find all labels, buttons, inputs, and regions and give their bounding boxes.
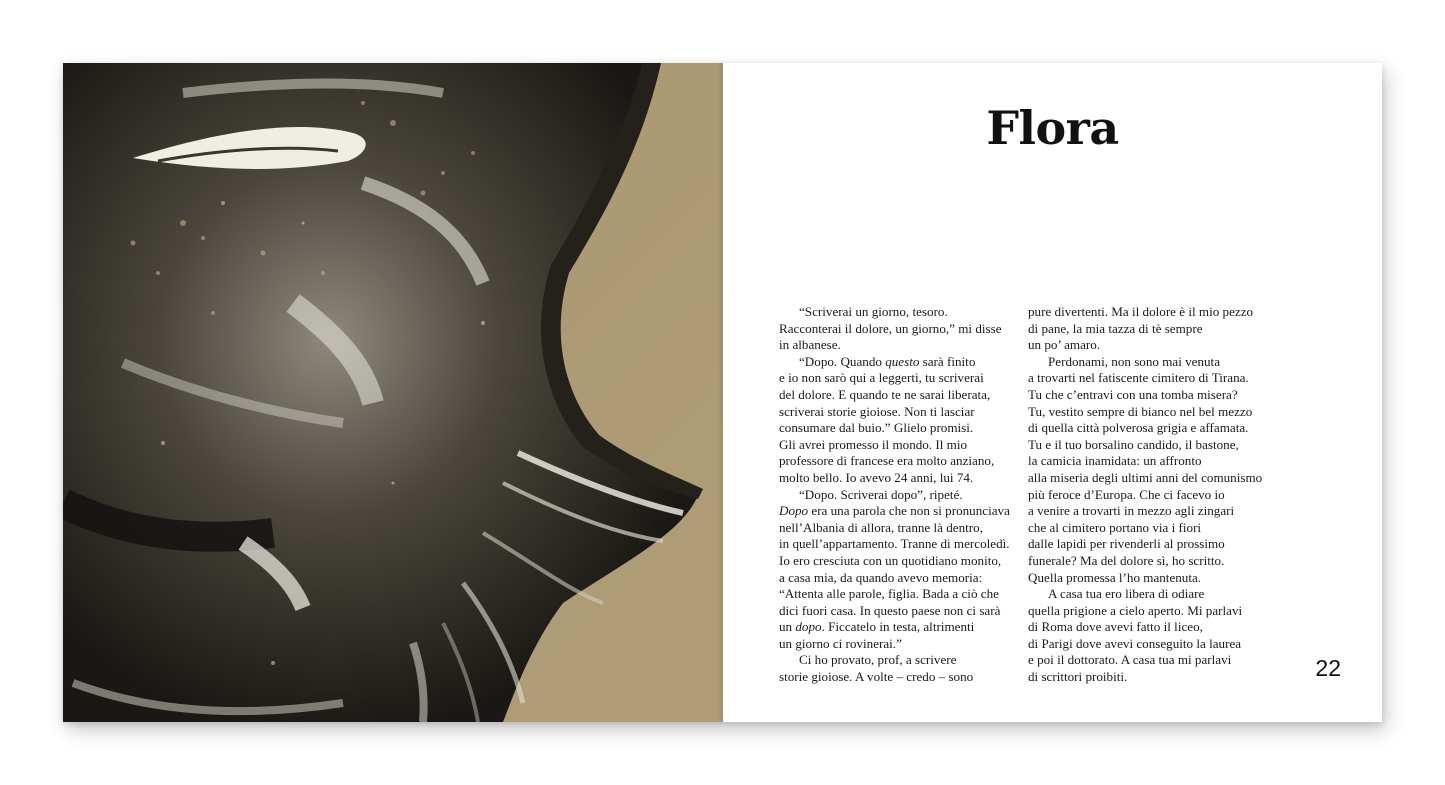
text-run: “Dopo. Quando: [799, 353, 886, 369]
text-line: [1028, 586, 1262, 603]
text-run: a venire a trovarti in mezzo agli zingari: [1028, 503, 1235, 519]
text-line: [1028, 636, 1262, 653]
text-run: un giorno ci rovinerai.”: [779, 635, 902, 651]
text-line: [1028, 470, 1262, 487]
text-run: molto bello. Io avevo 24 anni, lui 74.: [779, 469, 974, 485]
text-line: [1028, 669, 1262, 686]
text-run: di scrittori proibiti.: [1028, 669, 1128, 685]
text-line: [1028, 321, 1262, 338]
text-line: [1028, 337, 1262, 354]
text-line: [1028, 520, 1262, 537]
text-line: [1028, 536, 1262, 553]
text-run: Ci ho provato, prof, a scrivere: [799, 652, 957, 668]
text-line: [1028, 354, 1262, 371]
text-line: [779, 370, 1010, 387]
text-line: [1028, 387, 1262, 404]
text-run: consumare dal buio.” Glielo promisi.: [779, 420, 974, 436]
text-line: [1028, 437, 1262, 454]
text-line: [1028, 487, 1262, 504]
text-page: [723, 63, 1382, 722]
text-line: [779, 304, 1010, 321]
text-run: e io non sarò qui a leggerti, tu scriverai: [779, 370, 984, 386]
book-spread: [63, 63, 1382, 722]
text-run: sarà finito: [919, 353, 976, 369]
text-run: dalle lapidi per rivenderli al prossimo: [1028, 536, 1225, 552]
text-line: [1028, 553, 1262, 570]
text-line: [1028, 304, 1262, 321]
text-run: un po’ amaro.: [1028, 337, 1101, 353]
text-run: Gli avrei promesso il mondo. Il mio: [779, 436, 968, 452]
text-run: Tu, vestito sempre di bianco nel bel mezzo: [1028, 403, 1253, 419]
text-line: [779, 619, 1010, 636]
text-line: [779, 387, 1010, 404]
text-line: [1028, 603, 1262, 620]
text-line: [779, 404, 1010, 421]
text-line: [779, 437, 1010, 454]
text-line: [779, 321, 1010, 338]
text-run: più feroce d’Europa. Che ci facevo io: [1028, 486, 1225, 502]
text-run: Io ero cresciuta con un quotidiano monito,: [779, 552, 1002, 568]
text-run: Tu e il tuo borsalino candido, il bastone,: [1028, 436, 1239, 452]
text-line: [779, 636, 1010, 653]
text-line: [1028, 404, 1262, 421]
text-line: [779, 354, 1010, 371]
text-run: Racconterai il dolore, un giorno,” mi disse: [779, 320, 1002, 336]
text-run: di Parigi dove avevi conseguito la laurea: [1028, 635, 1242, 651]
text-run: che al cimitero portano via i fiori: [1028, 519, 1202, 535]
text-run: dici fuori casa. In questo paese non ci sarà: [779, 602, 1001, 618]
text-run: Perdonami, non sono mai venuta: [1048, 353, 1221, 369]
text-run: la camicia inamidata: un affronto: [1028, 453, 1202, 469]
text-run: “Scriverai un giorno, tesoro.: [799, 304, 948, 319]
text-run: “Dopo. Scriverai dopo”, ripeté.: [799, 486, 963, 502]
text-line: [1028, 420, 1262, 437]
painted-face-mask-illustration: [63, 63, 723, 722]
text-line: [779, 520, 1010, 537]
text-line: [779, 487, 1010, 504]
text-line: [779, 503, 1010, 520]
text-run: professore di francese era molto anziano,: [779, 453, 995, 469]
text-line: [779, 553, 1010, 570]
text-line: [779, 586, 1010, 603]
text-line: [779, 470, 1010, 487]
text-line: [779, 603, 1010, 620]
text-run: un: [779, 619, 796, 635]
text-run: quella prigione a cielo aperto. Mi parlavi: [1028, 602, 1243, 618]
text-line: [779, 453, 1010, 470]
text-column-left: [779, 304, 1010, 686]
text-line: [779, 570, 1010, 587]
page-number: 22: [1315, 655, 1341, 681]
text-line: [779, 669, 1010, 686]
chapter-title: Flora: [986, 101, 1119, 155]
italic-text-run: Dopo: [779, 503, 809, 519]
text-line: [1028, 453, 1262, 470]
text-line: [779, 337, 1010, 354]
text-run: scriverai storie gioiose. Non ti lasciar: [779, 403, 975, 419]
text-run: . Ficcatelo in testa, altrimenti: [821, 619, 975, 635]
text-line: [779, 536, 1010, 553]
text-run: funerale? Ma del dolore sì, ho scritto.: [1028, 552, 1225, 568]
illustration-page: [63, 63, 723, 722]
text-run: a casa mia, da quando avevo memoria:: [779, 569, 983, 585]
text-line: [1028, 503, 1262, 520]
text-run: alla miseria degli ultimi anni del comunismo: [1028, 469, 1263, 485]
text-line: [1028, 619, 1262, 636]
text-run: di quella città polverosa grigia e affamata.: [1028, 420, 1249, 436]
text-run: storie gioiose. A volte – credo – sono: [779, 669, 974, 685]
text-run: in quell’appartamento. Tranne di mercoledì.: [779, 536, 1010, 552]
text-line: [1028, 370, 1262, 387]
text-line: [779, 652, 1010, 669]
text-column-right: [1028, 304, 1262, 686]
text-run: di Roma dove avevi fatto il liceo,: [1028, 619, 1203, 635]
text-run: A casa tua ero libera di odiare: [1048, 586, 1205, 602]
text-line: [779, 420, 1010, 437]
text-run: Quella promessa l’ho mantenuta.: [1028, 569, 1202, 585]
text-run: in albanese.: [779, 337, 841, 353]
text-run: e poi il dottorato. A casa tua mi parlavi: [1028, 652, 1232, 668]
text-run: nell’Albania di allora, tranne là dentro,: [779, 519, 983, 535]
text-run: di pane, la mia tazza di tè sempre: [1028, 320, 1203, 336]
text-run: del dolore. E quando te ne sarai liberata,: [779, 386, 991, 402]
text-run: era una parola che non si pronunciava: [808, 503, 1010, 519]
text-run: Tu che c’entravi con una tomba misera?: [1028, 386, 1238, 402]
text-run: pure divertenti. Ma il dolore è il mio pezzo: [1028, 304, 1254, 319]
italic-text-run: dopo: [795, 619, 822, 635]
italic-text-run: questo: [885, 353, 920, 369]
text-line: [1028, 652, 1262, 669]
text-line: [1028, 570, 1262, 587]
text-run: “Attenta alle parole, figlia. Bada a ciò che: [779, 586, 999, 602]
text-run: a trovarti nel fatiscente cimitero di Tirana.: [1028, 370, 1249, 386]
